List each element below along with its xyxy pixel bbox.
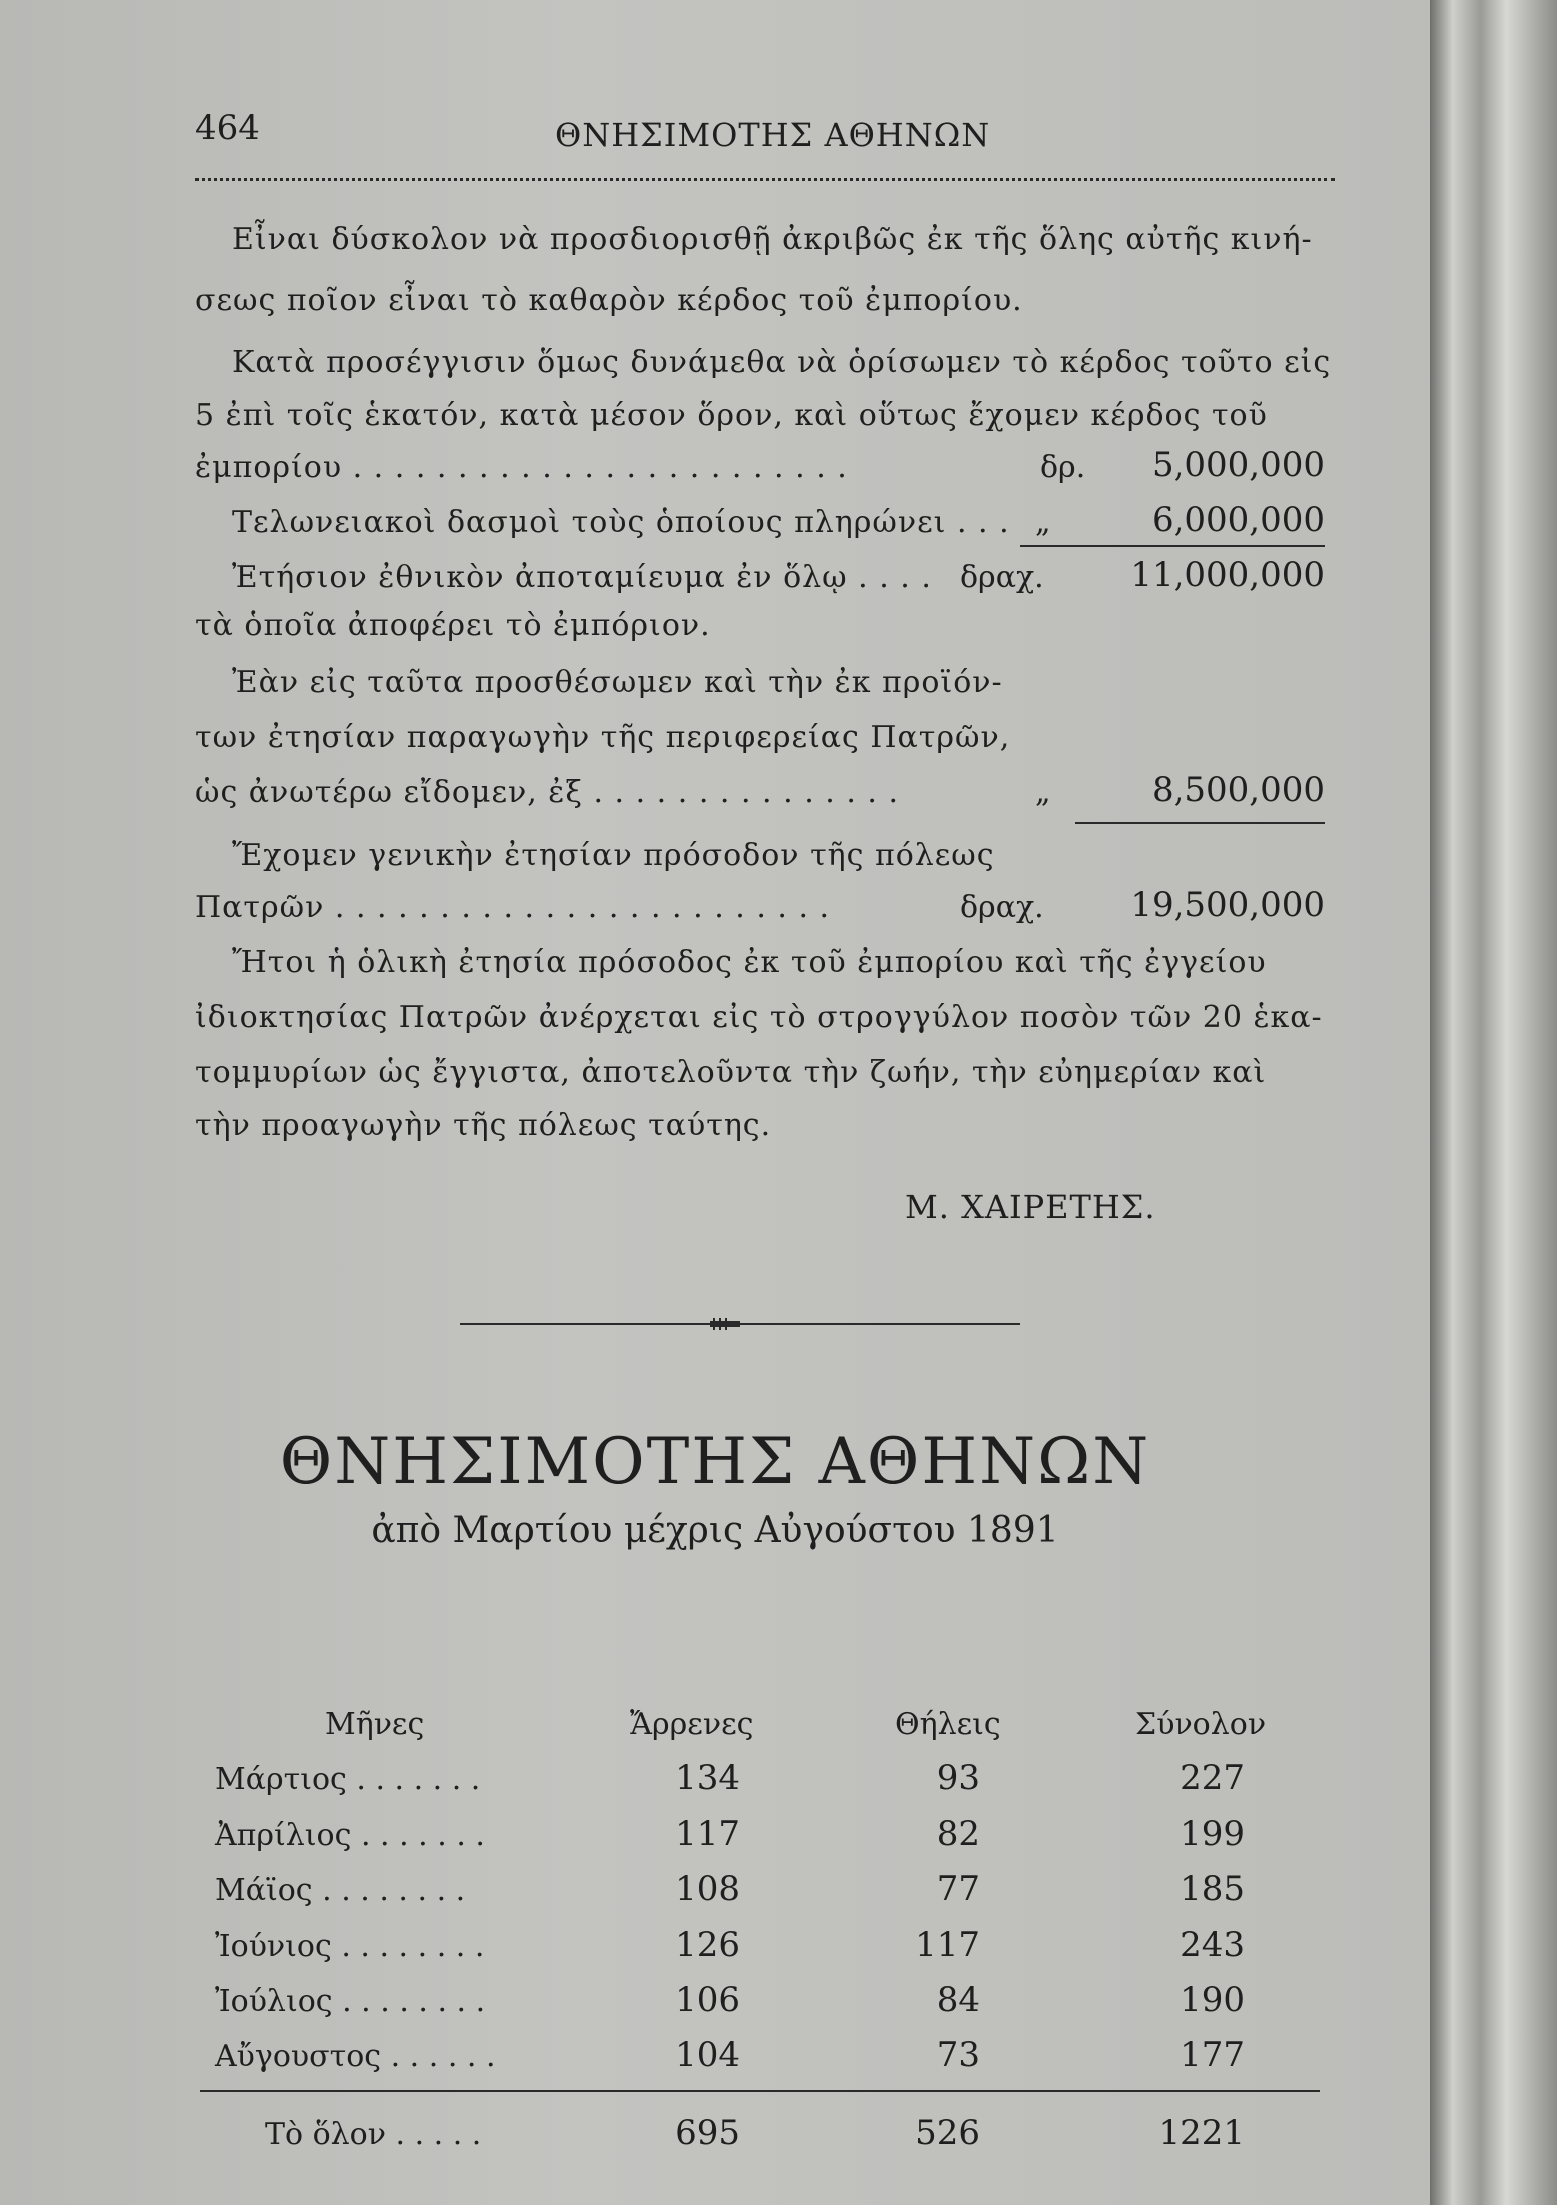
total-cell: 185 <box>1180 1869 1245 1909</box>
male-cell: 117 <box>675 1814 740 1854</box>
entry-unit: „ <box>1035 775 1051 810</box>
text-line: τὴν προαγωγὴν τῆς πόλεως ταύτης. <box>195 1108 772 1143</box>
total-cell: 199 <box>1180 1814 1245 1854</box>
month-cell: Ἀπρίλιος . . . . . . . <box>215 1818 485 1853</box>
entry-label: ἐμπορίου . . . . . . . . . . . . . . . . . . . . . . . . <box>195 450 848 485</box>
text-line: Εἶναι δύσκολον νὰ προσδιορισθῇ ἀκριβῶς ἐκ τῆς ὅλης αὐτῆς κινή- <box>232 222 1313 257</box>
entry-unit: δραχ. <box>960 560 1044 595</box>
text-line: Ἐὰν εἰς ταῦτα προσθέσωμεν καὶ τὴν ἐκ προϊόν- <box>232 665 1003 700</box>
column-header-male: Ἄρρενες <box>630 1707 754 1742</box>
month-cell: Μάρτιος . . . . . . . <box>215 1762 481 1797</box>
entry-amount: 11,000,000 <box>1130 555 1325 595</box>
text-line: 5 ἐπὶ τοῖς ἑκατόν, κατὰ μέσον ὅρον, καὶ οὕτως ἔχομεν κέρδος τοῦ <box>195 398 1268 433</box>
signature: Μ. ΧΑΙΡΕΤΗΣ. <box>905 1188 1156 1226</box>
female-cell: 93 <box>936 1758 980 1798</box>
male-cell: 106 <box>675 1980 740 2020</box>
female-cell: 77 <box>936 1869 980 1909</box>
female-total-cell: 526 <box>915 2113 980 2153</box>
page-number: 464 <box>195 108 260 148</box>
month-cell: Ἰούλιος . . . . . . . . <box>215 1984 486 2019</box>
section-subtitle: ἀπὸ Μαρτίου μέχρις Αὐγούστου 1891 <box>371 1510 1059 1551</box>
ornament-divider <box>460 1318 1020 1330</box>
entry-label: ὡς ἀνωτέρω εἴδομεν, ἐξ . . . . . . . . . . . . . . . <box>195 775 900 810</box>
table-total-rule <box>200 2090 1320 2092</box>
grand-total-cell: 1221 <box>1158 2113 1245 2153</box>
male-cell: 126 <box>675 1925 740 1965</box>
text-line: τὰ ὁποῖα ἀποφέρει τὸ ἐμπόριον. <box>195 608 711 643</box>
entry-unit: δραχ. <box>960 890 1044 925</box>
total-label-cell: Τὸ ὅλον . . . . . <box>265 2117 482 2152</box>
entry-unit: δρ. <box>1040 450 1086 485</box>
total-cell: 243 <box>1180 1925 1245 1965</box>
total-cell: 227 <box>1180 1758 1245 1798</box>
section-title: ΘΝΗΣΙΜΟΤΗΣ ΑΘΗΝΩΝ <box>279 1425 1151 1499</box>
book-binding-edge <box>1430 0 1557 2205</box>
text-line: Ἤτοι ἡ ὁλικὴ ἐτησία πρόσοδος ἐκ τοῦ ἐμπορίου καὶ τῆς ἐγγείου <box>232 945 1267 980</box>
entry-amount: 8,500,000 <box>1151 770 1325 810</box>
column-header-female: Θήλεις <box>895 1707 1001 1742</box>
female-cell: 84 <box>936 1980 980 2020</box>
running-title: ΘΝΗΣΙΜΟΤΗΣ ΑΘΗΝΩΝ <box>555 116 991 154</box>
header-rule <box>195 178 1335 185</box>
total-cell: 177 <box>1180 2035 1245 2075</box>
male-cell: 134 <box>675 1758 740 1798</box>
month-cell: Ἰούνιος . . . . . . . . <box>215 1929 485 1964</box>
text-line: ἰδιοκτησίας Πατρῶν ἀνέρχεται εἰς τὸ στρογγύλον ποσὸν τῶν 20 ἑκα- <box>195 1000 1323 1035</box>
female-cell: 73 <box>936 2035 980 2075</box>
entry-label: Τελωνειακοὶ δασμοὶ τοὺς ὁποίους πληρώνει . . . <box>232 505 1010 540</box>
month-cell: Μάϊος . . . . . . . . <box>215 1873 466 1908</box>
text-line: Ἔχομεν γενικὴν ἐτησίαν πρόσοδον τῆς πόλεως <box>232 838 995 873</box>
entry-label: Ἐτήσιον ἐθνικὸν ἀποταμίευμα ἐν ὅλῳ . . . . <box>232 560 932 595</box>
month-cell: Αὔγουστος . . . . . . <box>215 2039 496 2074</box>
page-header <box>195 108 1335 168</box>
entry-label: Πατρῶν . . . . . . . . . . . . . . . . . . . . . . . . <box>195 890 831 925</box>
entry-amount: 6,000,000 <box>1151 500 1325 540</box>
male-cell: 104 <box>675 2035 740 2075</box>
female-cell: 82 <box>936 1814 980 1854</box>
total-cell: 190 <box>1180 1980 1245 2020</box>
entry-amount: 5,000,000 <box>1151 445 1325 485</box>
text-line: σεως ποῖον εἶναι τὸ καθαρὸν κέρδος τοῦ ἐμπορίου. <box>195 283 1023 318</box>
entry-unit: „ <box>1035 505 1051 540</box>
column-header-month: Μῆνες <box>325 1707 425 1742</box>
text-line: των ἐτησίαν παραγωγὴν τῆς περιφερείας Πατρῶν, <box>195 720 1011 755</box>
male-cell: 108 <box>675 1869 740 1909</box>
text-line: τομμυρίων ὡς ἔγγιστα, ἀποτελοῦντα τὴν ζωήν, τὴν εὐημερίαν καὶ <box>195 1055 1267 1090</box>
entry-amount: 19,500,000 <box>1130 885 1325 925</box>
sum-rule <box>1075 822 1325 824</box>
sum-rule <box>1020 545 1325 547</box>
female-cell: 117 <box>915 1925 980 1965</box>
text-line: Κατὰ προσέγγισιν ὅμως δυνάμεθα νὰ ὁρίσωμεν τὸ κέρδος τοῦτο εἰς <box>232 345 1332 380</box>
male-total-cell: 695 <box>675 2113 740 2153</box>
column-header-total: Σύνολον <box>1135 1707 1267 1742</box>
